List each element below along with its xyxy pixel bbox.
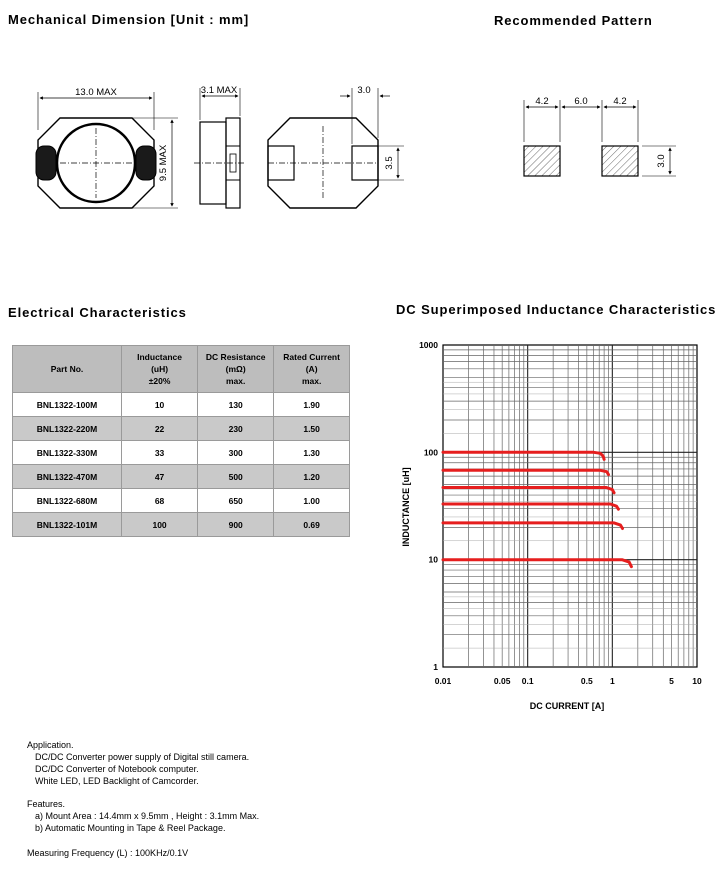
dim-terminal-width-label: 3.0 xyxy=(357,85,371,96)
y-tick-label: 10 xyxy=(428,554,438,565)
bottom-view xyxy=(268,88,404,208)
recommended-pattern-drawing xyxy=(510,80,710,190)
x-tick-label: 0.05 xyxy=(493,676,511,686)
x-tick-label: 5 xyxy=(669,676,674,686)
dc-chart-title: DC Superimposed Inductance Characteristics xyxy=(396,302,717,317)
x-tick-label: 1 xyxy=(609,676,615,686)
header-part-no: Part No. xyxy=(13,346,122,393)
application-item: DC/DC Converter power supply of Digital still camera. xyxy=(35,752,250,762)
side-view xyxy=(194,88,246,208)
pad-gap-label: 6.0 xyxy=(574,96,588,107)
pad-height-label: 3.0 xyxy=(656,154,667,168)
mechanical-drawing xyxy=(0,60,410,230)
electrical-characteristics-table xyxy=(12,345,350,537)
mechanical-dimension-title: Mechanical Dimension [Unit : mm] xyxy=(8,12,250,27)
application-title: Application. xyxy=(27,740,74,750)
header-rated-current: Rated Current (A) max. xyxy=(274,346,350,393)
x-tick-label: 0.1 xyxy=(521,676,534,686)
application-notes xyxy=(27,739,249,787)
table-row: BNL1322-470M 47 500 1.20 xyxy=(13,465,350,489)
dim-thickness-label: 3.1 MAX xyxy=(200,85,238,96)
table-row: BNL1322-220M 22 230 1.50 xyxy=(13,417,350,441)
application-item: DC/DC Converter of Notebook computer. xyxy=(35,764,199,774)
table-row: BNL1322-101M 100 900 0.69 xyxy=(13,513,350,537)
y-tick-label: 1000 xyxy=(419,340,438,350)
header-inductance: Inductance (uH) ±20% xyxy=(122,346,198,393)
recommended-pattern-title: Recommended Pattern xyxy=(494,13,653,28)
measuring-frequency-note: Measuring Frequency (L) : 100KHz/0.1V xyxy=(27,848,189,858)
feature-item: a) Mount Area : 14.4mm x 9.5mm , Height : 3.1mm Max. xyxy=(35,811,260,821)
dc-superimposed-chart xyxy=(395,335,715,720)
y-tick-label: 100 xyxy=(423,447,438,458)
plot-area xyxy=(443,345,697,667)
x-tick-label: 0.5 xyxy=(580,676,593,686)
table-row: BNL1322-330M 33 300 1.30 xyxy=(13,441,350,465)
header-dc-resistance: DC Resistance (mΩ) max. xyxy=(198,346,274,393)
x-tick-label: 10 xyxy=(692,676,702,686)
pad-right-width-label: 4.2 xyxy=(613,96,627,107)
table-row: BNL1322-100M 10 130 1.90 xyxy=(13,393,350,417)
y-axis-label: INDUCTANCE [uH] xyxy=(401,467,411,547)
features-notes xyxy=(27,798,259,834)
top-view xyxy=(36,92,178,208)
table-header-row xyxy=(13,346,350,393)
pad-left xyxy=(524,146,560,176)
y-tick-label: 1 xyxy=(433,662,438,672)
electrical-characteristics-title: Electrical Characteristics xyxy=(8,305,187,320)
dim-height-label: 9.5 MAX xyxy=(158,144,169,182)
application-item: White LED, LED Backlight of Camcorder. xyxy=(35,776,199,786)
x-tick-label: 0.01 xyxy=(434,676,452,686)
x-axis-label: DC CURRENT [A] xyxy=(529,701,605,711)
table-row: BNL1322-680M 68 650 1.00 xyxy=(13,489,350,513)
features-title: Features. xyxy=(27,799,66,809)
feature-item: b) Automatic Mounting in Tape & Reel Package. xyxy=(35,823,226,833)
dim-terminal-height-label: 3.5 xyxy=(384,156,395,170)
pad-right xyxy=(602,146,638,176)
dim-width-label: 13.0 MAX xyxy=(75,87,117,98)
pad-left-width-label: 4.2 xyxy=(535,96,549,107)
